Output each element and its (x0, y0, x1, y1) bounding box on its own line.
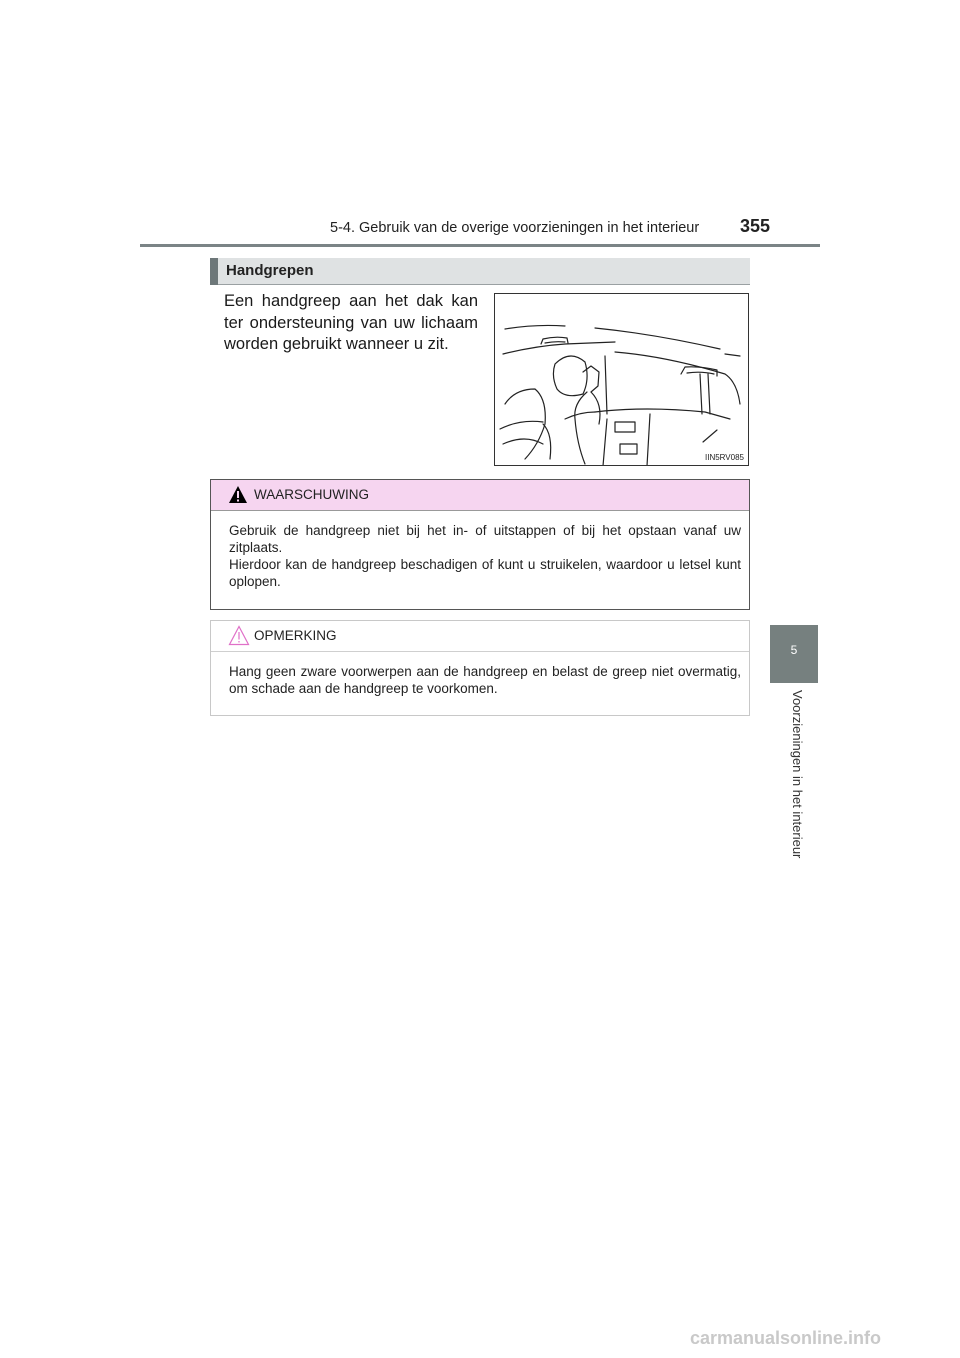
warning-line-1: Gebruik de handgreep niet bij het in- of uitstappen of bij het opstaan vanaf uw zitplaats. (229, 523, 741, 555)
warning-label: WAARSCHUWING (254, 487, 369, 502)
caution-triangle-icon (228, 625, 250, 646)
car-interior-drawing (495, 294, 749, 466)
notice-header (211, 621, 749, 652)
section-title: Handgrepen (226, 262, 314, 279)
warning-text (229, 522, 741, 590)
intro-text: Een handgreep aan het dak kan ter ondersteuning van uw lichaam worden gebruikt wanneer u zit. (224, 292, 478, 353)
figure-code: IIN5RV085 (705, 453, 744, 462)
page-number: 355 (740, 216, 771, 236)
section-heading (210, 258, 750, 285)
notice-label: OPMERKING (254, 628, 337, 643)
handgrip-illustration (494, 293, 749, 466)
warning-header (211, 480, 749, 511)
chapter-title: Voorzieningen in het interieur (790, 690, 805, 859)
warning-line-2: Hierdoor kan de handgreep beschadigen of kunt u struikelen, waardoor u letsel kunt oplopen. (229, 557, 741, 589)
notice-text: Hang geen zware voorwerpen aan de handgreep en belast de greep niet overmatig, om schade aan de handgreep te voorkomen. (229, 664, 741, 696)
warning-triangle-icon (228, 485, 248, 504)
warning-box (210, 479, 750, 610)
heading-bar (210, 258, 218, 285)
watermark: carmanualsonline.info (690, 1328, 882, 1348)
chapter-number: 5 (790, 643, 798, 657)
header-rule (140, 244, 820, 247)
running-head: 5-4. Gebruik van de overige voorzieningen in het interieur (330, 220, 700, 236)
notice-box (210, 620, 750, 716)
chapter-tab[interactable] (770, 625, 818, 683)
